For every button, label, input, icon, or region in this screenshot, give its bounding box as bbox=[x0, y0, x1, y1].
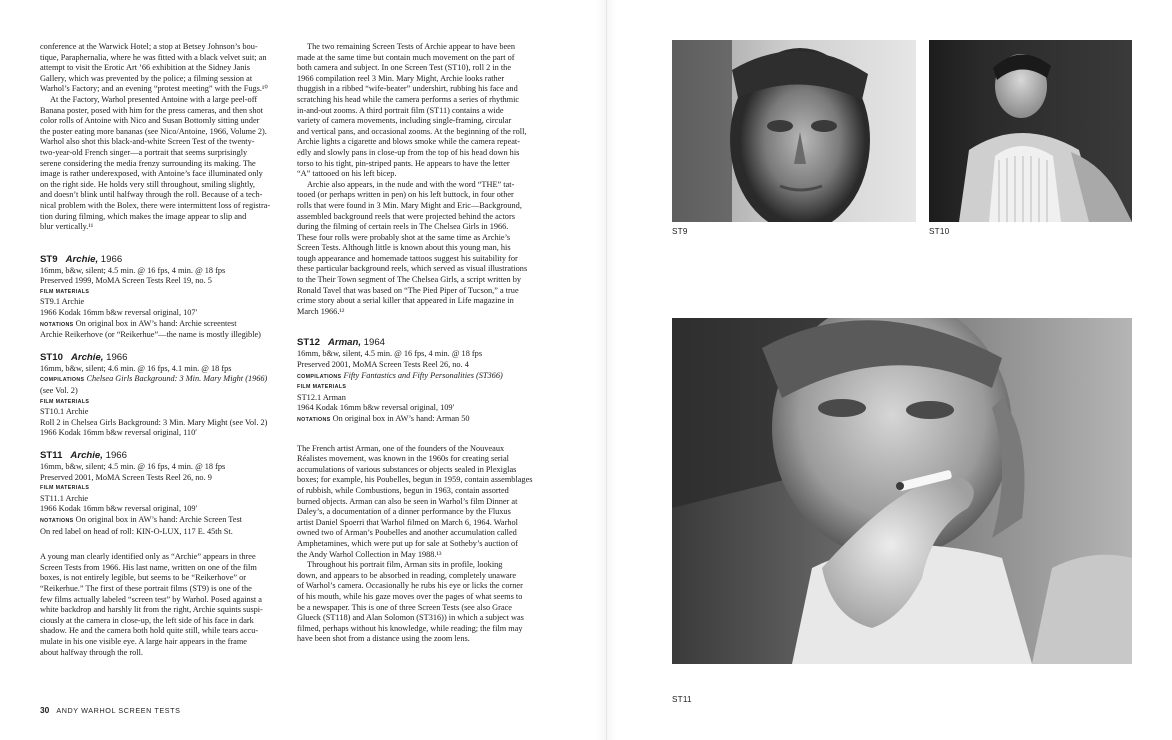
text-line: March 1966.¹² bbox=[297, 306, 345, 316]
entry-heading: ST11 Archie, 1966 bbox=[40, 450, 127, 461]
notation: NOTATIONS On original box in AW’s hand: Archie screentest bbox=[40, 318, 237, 328]
caption-st11: ST11 bbox=[672, 695, 692, 704]
text-line: and vertical pans, and occasional zooms. At the beginning of the roll, bbox=[297, 126, 527, 136]
text-line: shadow. He and the camera both hold quite still, while tears accu- bbox=[40, 626, 259, 636]
text-line: nical problem with the Bolex, there were intermittent loss of registra- bbox=[40, 200, 271, 210]
text-line: burned objects. Arman can also be seen in Warhol’s film Dinner at bbox=[297, 496, 518, 506]
text-line: 1966 compilation reel 3 Min. Mary Might, Archie looks rather bbox=[297, 73, 505, 83]
entry-st11 bbox=[40, 450, 285, 537]
text-line: edly and slowly pans in close-up from the top of his head down his bbox=[297, 147, 520, 157]
text-line: accumulations of various substances or objects sealed in Plexiglas bbox=[297, 464, 517, 474]
text-line: Warhol’s Factory; and an evening “protest meeting” with the Fugs.¹⁰ bbox=[40, 84, 268, 94]
film-still-st11 bbox=[672, 318, 1132, 664]
entry-tech: 16mm, b&w, silent; 4.5 min. @ 16 fps, 4 min. @ 18 fps bbox=[40, 462, 226, 471]
page-folio bbox=[40, 705, 181, 715]
text-line: these particular background reels, which served as visual illustrations bbox=[297, 264, 528, 274]
entry-st10 bbox=[40, 352, 285, 439]
film-material: Roll 2 in Chelsea Girls Background: 3 Min. Mary Might (see Vol. 2) bbox=[40, 417, 268, 427]
text-line: of his mouth, while his gaze moves over the pages of what seems to bbox=[297, 591, 523, 601]
text-line: tique, Paraphernalia, where he was fitted with a black velvet suit; an bbox=[40, 52, 267, 62]
film-material: 1966 Kodak 16mm b&w reversal original, 109′ bbox=[40, 504, 198, 514]
text-line: Glueck (ST118) and Alan Solomon (ST316)) in which a subject was bbox=[297, 613, 524, 623]
text-line: attempt to visit the Erotic Art ’66 exhibition at the Sidney Janis bbox=[40, 63, 250, 73]
notation: Archie Reikerhove (or “Reikerhue”—the name is mostly illegible) bbox=[40, 330, 261, 340]
film-still-st10-image bbox=[929, 40, 1132, 222]
text-line: on the right side. He holds very still throughout, smiling slightly, bbox=[40, 179, 255, 189]
film-material: 1966 Kodak 16mm b&w reversal original, 107′ bbox=[40, 308, 198, 318]
text-line: owned two of Arman’s Poubelles and another accumulation called bbox=[297, 528, 517, 538]
text-line: Warhol also shot this black-and-white Screen Test of the twenty- bbox=[40, 137, 255, 147]
film-still-st9 bbox=[672, 40, 916, 222]
text-line: ciously at the camera in close-up, the left side of his face in dark bbox=[40, 615, 254, 625]
entry-heading: ST12 Arman, 1964 bbox=[297, 337, 386, 349]
text-line: have been shot from a distance using the zoom lens. bbox=[297, 634, 470, 644]
text-line: Archie also appears, in the nude and with the word “THE” tat- bbox=[307, 179, 515, 189]
text-line: tough appearance and homemade tattoos suggest his suitability for bbox=[297, 253, 518, 263]
text-line: Amphetamines, which were put up for sale at Sotheby’s auction of bbox=[297, 538, 518, 548]
text-line: boxes, is not entirely legible, but seems to be “Reikerhove” or bbox=[40, 573, 246, 583]
text-line: of rubbish, while Combustions, begun in 1963, contain assorted bbox=[297, 485, 509, 495]
text-line: color rolls of Antoine with Nico and Susan Bottomly sitting under bbox=[40, 116, 260, 126]
film-material: ST11.1 Archie bbox=[40, 493, 89, 503]
entry-heading: ST10 Archie, 1966 bbox=[40, 351, 128, 363]
film-material: ST9.1 Archie bbox=[40, 297, 85, 307]
film-material: 1964 Kodak 16mm b&w reversal original, 109′ bbox=[297, 403, 455, 413]
compilation: (see Vol. 2) bbox=[40, 386, 78, 396]
text-line: few films actually labeled “screen test” by Warhol. Posed against a bbox=[40, 594, 262, 604]
text-line: the Andy Warhol Collection in May 1988.¹³ bbox=[297, 549, 442, 559]
text-line: variety of camera movements, including single-framing, circular bbox=[297, 116, 512, 126]
text-line: of Warhol’s camera. Occasionally he rubs his eye or licks the corner bbox=[297, 581, 523, 591]
text-line: Archie lights a cigarette and blows smoke while the camera repeat- bbox=[297, 137, 521, 147]
caption-st10: ST10 bbox=[929, 227, 950, 236]
text-line: These four rolls were probably shot at the same time as Archie’s bbox=[297, 232, 511, 242]
text-line: Daley’s, a documentation of a dinner performance by the Fluxus bbox=[297, 507, 511, 517]
entry-st12 bbox=[297, 337, 547, 425]
film-materials-label: FILM MATERIALS bbox=[40, 288, 90, 295]
text-line: “Reikerhue.” The first of these portrait films (ST9) is one of the bbox=[40, 583, 252, 593]
text-line: boxes; for example, his Poubelles, begun in 1959, contain assemblages bbox=[297, 475, 533, 485]
text-line: “A” tattooed on his left bicep. bbox=[297, 169, 397, 179]
entry-tech: 16mm, b&w, silent; 4.5 min. @ 16 fps, 4 min. @ 18 fps bbox=[40, 265, 226, 275]
text-line: filmed, perhaps without his knowledge, while reading; the film may bbox=[297, 623, 523, 633]
text-line: Screen Tests from 1966. His last name, written on one of the film bbox=[40, 562, 257, 572]
gutter-line bbox=[606, 0, 607, 740]
notation: NOTATIONS On original box in AW’s hand: Archie Screen Test bbox=[40, 514, 242, 524]
running-title: ANDY WARHOL SCREEN TESTS bbox=[56, 706, 181, 715]
text-line: At the Factory, Warhol presented Antoine with a large peel-off bbox=[50, 94, 258, 104]
entry-tech: 16mm, b&w, silent; 4.6 min. @ 16 fps, 4.1 min. @ 18 fps bbox=[40, 363, 232, 373]
text-line: white backdrop and harshly lit from the right, Archie squints suspi- bbox=[40, 605, 263, 615]
text-line: The French artist Arman, one of the founders of the Nouveaux bbox=[297, 443, 505, 453]
text-line: Screen Tests. Although little is known about this young man, his bbox=[297, 243, 511, 253]
text-line: A young man clearly identified only as “Archie” appears in three bbox=[40, 552, 256, 562]
caption-st9: ST9 bbox=[672, 227, 688, 236]
text-line: both camera and subject. In one Screen Test (ST10), roll 2 in the bbox=[297, 63, 512, 73]
text-line: Ronald Tavel that was based on “The Pied Piper of Tucson,” a true bbox=[297, 285, 519, 295]
text-line: torso to his tight, pin-striped pants. He appears to have the letter bbox=[297, 158, 510, 168]
film-still-st11-image bbox=[672, 318, 1132, 664]
text-line: about halfway through the roll. bbox=[40, 647, 143, 657]
text-line: the poster eating more bananas (see Nico/Antoine, 1966, Volume 2). bbox=[40, 126, 267, 136]
compilation: COMPILATIONS Chelsea Girls Background: 3 Min. Mary Might (1966) bbox=[40, 374, 268, 384]
text-line: Throughout his portrait film, Arman sits in profile, looking bbox=[307, 560, 503, 570]
text-line: in-and-out zooms. A third portrait film (ST11) contains a wide bbox=[297, 105, 504, 115]
text-line: down, and appears to be absorbed in reading, completely unaware bbox=[297, 570, 517, 580]
entry-heading: ST9 Archie, 1966 bbox=[40, 253, 123, 265]
film-still-st10 bbox=[929, 40, 1132, 222]
text-line: during the filming of certain reels in The Chelsea Girls in 1966. bbox=[297, 222, 509, 232]
text-line: rolls that were found in 3 Min. Mary Might and Eric—Background, bbox=[297, 200, 522, 210]
middle-column bbox=[297, 42, 547, 645]
text-line: scratching his head while the camera performs a series of rhythmic bbox=[297, 94, 520, 104]
text-line: made at the same time but contain much movement on the part of bbox=[297, 52, 515, 62]
text-line: tooed (or perhaps written in pen) on his left buttock, in four other bbox=[297, 190, 514, 200]
text-line: crime story about a serial killer that appeared in Life magazine in bbox=[297, 296, 514, 306]
text-line: serene considering the media frenzy surrounding its making. The bbox=[40, 158, 256, 168]
text-line: The two remaining Screen Tests of Archie appear to have been bbox=[307, 42, 515, 51]
text-line: Banana poster, posed with him for the press cameras, and then shot bbox=[40, 105, 263, 115]
entry-st9 bbox=[40, 254, 285, 341]
text-line: assembled background reels that were projected behind the actors bbox=[297, 211, 515, 221]
entry-preserved: Preserved 1999, MoMA Screen Tests Reel 19, no. 5 bbox=[40, 276, 212, 286]
text-line: Gallery, which was prevented by the police; a filming session at bbox=[40, 73, 253, 83]
text-line: artist Daniel Spoerri that Warhol filmed on March 6, 1964. Warhol bbox=[297, 517, 518, 527]
compilation: COMPILATIONS Fifty Fantastics and Fifty Personalities (ST366) bbox=[297, 370, 503, 380]
page-number: 30 bbox=[40, 705, 50, 715]
notation: On red label on head of roll: KIN-O-LUX, 117 E. 45th St. bbox=[40, 526, 233, 536]
film-materials-label: FILM MATERIALS bbox=[297, 384, 347, 391]
text-line: to the Their Town segment of The Chelsea Girls, a script written by bbox=[297, 275, 522, 285]
notation: NOTATIONS On original box in AW’s hand: Arman 50 bbox=[297, 414, 470, 423]
text-line: blur vertically.¹¹ bbox=[40, 222, 94, 232]
film-materials-label: FILM MATERIALS bbox=[40, 398, 90, 405]
film-still-st9-image bbox=[672, 40, 916, 222]
film-materials-label: FILM MATERIALS bbox=[40, 485, 90, 492]
text-line: Réalistes movement, was known in the 1960s for creating serial bbox=[297, 454, 509, 464]
film-material: 1966 Kodak 16mm b&w reversal original, 110′ bbox=[40, 428, 198, 438]
text-line: conference at the Warwick Hotel; a stop at Betsey Johnson’s bou- bbox=[40, 42, 258, 51]
text-line: be a newspaper. This is one of three Screen Tests (see also Grace bbox=[297, 602, 512, 612]
text-line: mulate in his one visible eye. A large hair appears in the frame bbox=[40, 636, 247, 646]
text-line: and doesn’t blink until halfway through the roll. Because of a tech- bbox=[40, 190, 263, 200]
left-column bbox=[40, 42, 285, 658]
entry-preserved: Preserved 2001, MoMA Screen Tests Reel 26, no. 4 bbox=[297, 360, 469, 370]
entry-preserved: Preserved 2001, MoMA Screen Tests Reel 26, no. 9 bbox=[40, 472, 212, 482]
entry-tech: 16mm, b&w, silent, 4.5 min. @ 16 fps, 4 min. @ 18 fps bbox=[297, 349, 483, 359]
film-material: ST10.1 Archie bbox=[40, 407, 89, 417]
text-line: image is rather underexposed, with Antoine’s face illuminated only bbox=[40, 169, 263, 179]
text-line: tion during filming, which makes the image appear to slip and bbox=[40, 211, 247, 221]
text-line: two-year-old French singer—a portrait that seems surprisingly bbox=[40, 147, 248, 157]
film-material: ST12.1 Arman bbox=[297, 392, 346, 402]
text-line: thuggish in a ribbed “wife-beater” undershirt, rubbing his face and bbox=[297, 84, 518, 94]
